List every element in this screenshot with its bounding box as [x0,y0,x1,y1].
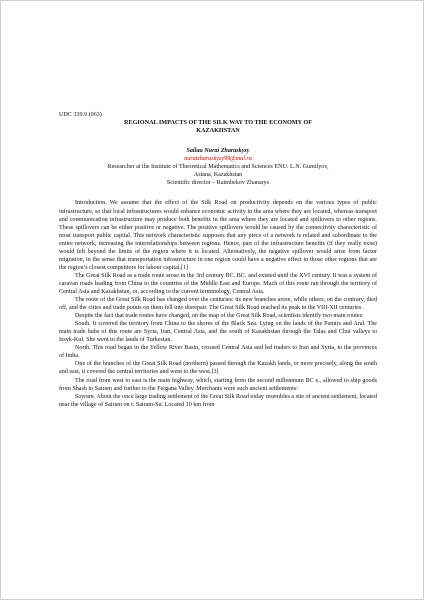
paragraph-introduction: Introduction. We assume that the effect of the Silk Road on productivity depends on the various types of public infrastructure, so that local infrastructures would enhance economic activity in the area where they are located, whereas transport and communication infrastructure may produce both benefits in the area where they are located and spillovers to other regions. These spillovers can be either positive or negative. The positive spillovers would be caused by the connectivity characteristic of most transport public capital. This network characteristic supposes that any piece of a network is related and subordinate to the entire network, increasing the interrelationships between regions. Hence, part of the infrastructure benefits (if they really exist) would felt beyond the limits of the region where it is located. Alternatively, the negative spillover would arise from factor migration, in the sense that transportation infrastructure in one region could have a negative effect in those other regions that are the region’s closest competitors for labour capital.[1] [59,200,377,271]
paragraph-silk-road-origin: The Great Silk Road as a trade route arose in the 3rd century BC. BC. and existed until the XVI century. It was a system of caravan roads leading from China to the countries of the Middle East and Europe. Much of this route ran through the territory of Central Asia and Kazakhstan, or, according to the current terminology, Central Asia. [59,272,377,295]
paragraph-main-highway: The road from west to east is the main highway, which, starting from the second millennium BC e., allowed to ship goods from Shash to Sairam and further to the Fergana Valley. Merchants were such ancient settlements: [59,377,377,392]
affiliation-line-2: Astana, Kazakhstan [193,172,243,179]
paragraph-sayram: Sayram. About the once large trading settlement of the Great Silk Road today resembles a site of ancient settlement, located near the village of Sairam on r. Sairam-Su. Located 10 km from [59,393,377,408]
title-line-1: REGIONAL IMPACTS OF THE SILK WAY TO THE ECONOMY OF [123,119,312,127]
affiliation-line-1: Researcher at the Institute of Theoretical Mathematics and Sciences ENU. L.N. Gumilyov, [107,164,329,171]
author-email[interactable]: nuraizharaskyzy99@mal.ru [184,156,252,163]
affiliation-block [59,163,377,187]
paragraph-south-route: South. It covered the territory from China to the shores of the Black Sea. Lying on the lands of the Pamirs and Aral. The main trade hubs of this route are Syria, Iran, Central Asia, and the south of Kazakhstan through the Talas and Chui valleys to Issyk-Kul. She went to the lands of Turkestan. [59,321,377,344]
author-name: Sailau Nurai Zharaskyzy [186,148,250,155]
paragraph-northern-branch: One of the branches of the Great Silk Road (northern) passed through the Kazakh lands, or more precisely, along the south and east, it covered the central territories and went to the west.[3] [59,361,377,376]
body-text [59,199,377,408]
paragraph-north-route: North. This road began in the Yellow River Basin, crossed Central Asia and led traders to Iran and Syria, to the provinces of India. [59,345,377,360]
paper-title [59,119,377,135]
page-content [59,111,377,409]
udc-code: UDC 339.9 (063) [59,112,102,118]
title-line-2: KAZAKHSTAN [196,127,240,135]
affiliation-line-3: Scientific director – Raimbekov Zhanarys [166,180,270,187]
paragraph-two-routes: Despite the fact that trade routes have changed, on the map of the Great Silk Road, scientists identify two main routes: [75,313,364,320]
paragraph-route-changes: The route of the Great Silk Road has changed over the centuries: its new branches arose, while others, on the contrary, died off, and the cities and trade points on them fell into disrepair. The Great Silk Road reached its peak in the VIII-XII centuries. [59,297,377,312]
